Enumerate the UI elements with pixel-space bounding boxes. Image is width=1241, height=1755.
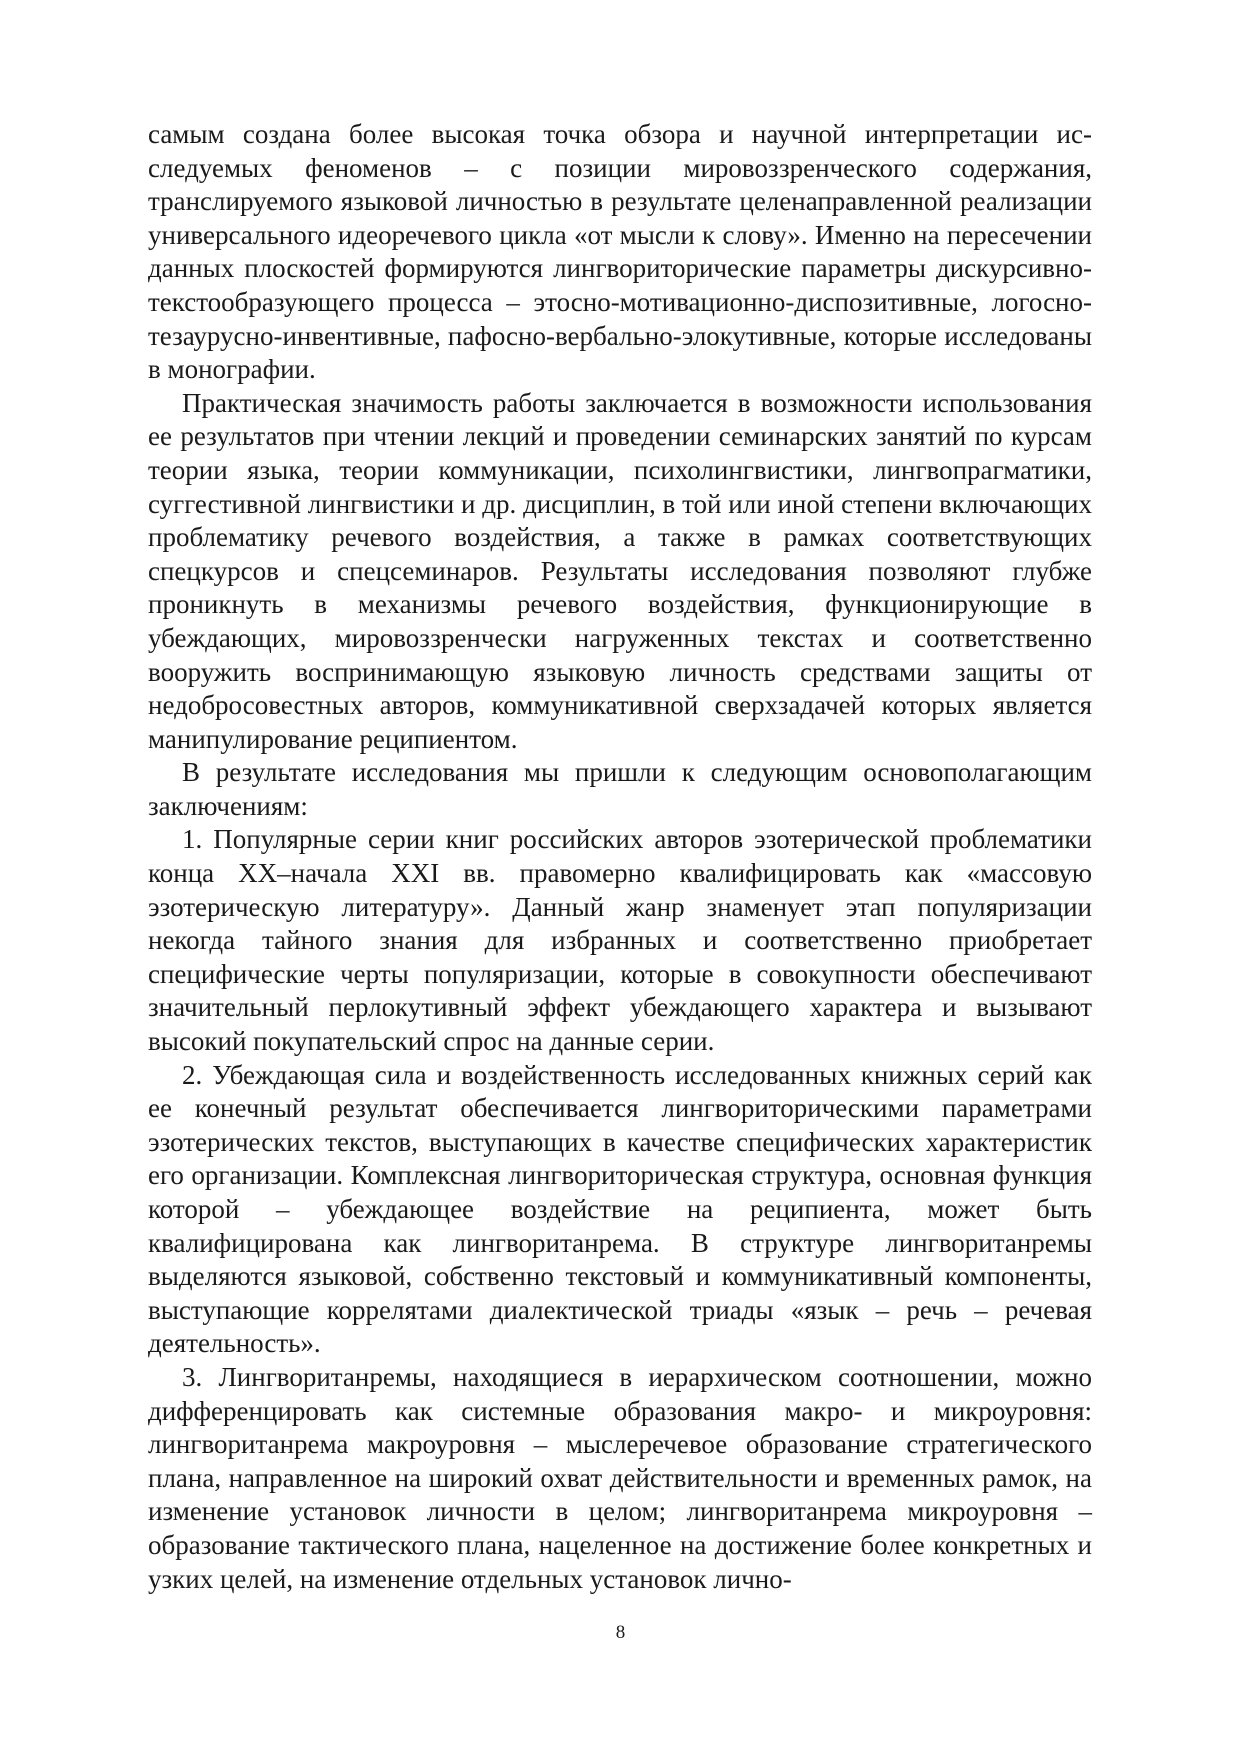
paragraph-continuation: самым создана более высокая точка обзора и научной интерпретации исследуемых феноменов – с позиции мировоззренческого содержания, транслируемого языковой личностью в результате целенаправленной реализации универсального идеоречевого цикла «от мысли к слову». Именно на пересечении данных плоскостей формируются лингвориторические параметры дискурсивно-текстообразующего процесса – этосно-мотивационно-диспозитивные, логосно-тезаурусно-инвентивные, пафосно-вербально-элокутивные, которые исследованы в монографии. [148,119,1092,385]
paragraph-conclusion-1: 1. Популярные серии книг российских авторов эзотерической проблематики конца XX–начала XXI вв. правомерно квалифицировать как «массовую эзотерическую литературу». Данный жанр знаменует этап популяризации некогда тайного знания для избранных и соответственно приобретает специфические черты популяризации, которые в совокупности обеспечивают значительный перлокутивный эффект убеждающего характера и вызывают высокий покупательский спрос на данные серии. [148,824,1092,1057]
page-number: 8 [615,1622,626,1643]
document-body [148,118,1092,1596]
paragraph-conclusion-2: 2. Убеждающая сила и воздейственность исследованных книжных серий как ее конечный результат обеспечивается лингвориторическими параметрами эзотерических текстов, выступающих в качестве специфических характеристик его организации. Комплексная лингвориторическая структура, основная функция которой – убеждающее воздействие на реципиента, может быть квалифицирована как лингвоританрема. В структуре лингвоританремы выделяются языковой, собственно текстовый и коммуникативный компоненты, выступающие коррелятами диалектической триады «язык – речь – речевая деятельность». [148,1059,1092,1359]
paragraph-practical-significance: Практическая значимость работы заключается в возможности использования ее результатов при чтении лекций и проведении семинарских занятий по курсам теории языка, теории коммуникации, психолингвистики, лингвопрагматики, суггестивной лингвистики и др. дисциплин, в той или иной степени включающих проблематику речевого воздействия, а также в рамках соответствующих спецкурсов и спецсеминаров. Результаты исследования позволяют глубже проникнуть в механизмы речевого воздействия, функционирующие в убеждающих, мировоззренчески нагруженных текстах и соответственно вооружить воспринимающую языковую личность средствами защиты от недобросовестных авторов, коммуникативной сверхзадачей которых является манипулирование реципиентом. [148,387,1092,754]
paragraph-conclusions-intro: В результате исследования мы пришли к следующим основополагающим заключениям: [148,757,1092,821]
paragraph-conclusion-3: 3. Лингвоританремы, находящиеся в иерархическом соотношении, можно дифференцировать как системные образования макро- и микроуровня: лингвоританрема макроуровня – мыслеречевое образование стратегического плана, направленное на широкий охват действительности и временных рамок, на изменение установок личности в целом; лингвоританрема микроуровня – образование тактического плана, нацеленное на достижение более конкретных и узких целей, на изменение отдельных установок лично- [148,1361,1092,1594]
